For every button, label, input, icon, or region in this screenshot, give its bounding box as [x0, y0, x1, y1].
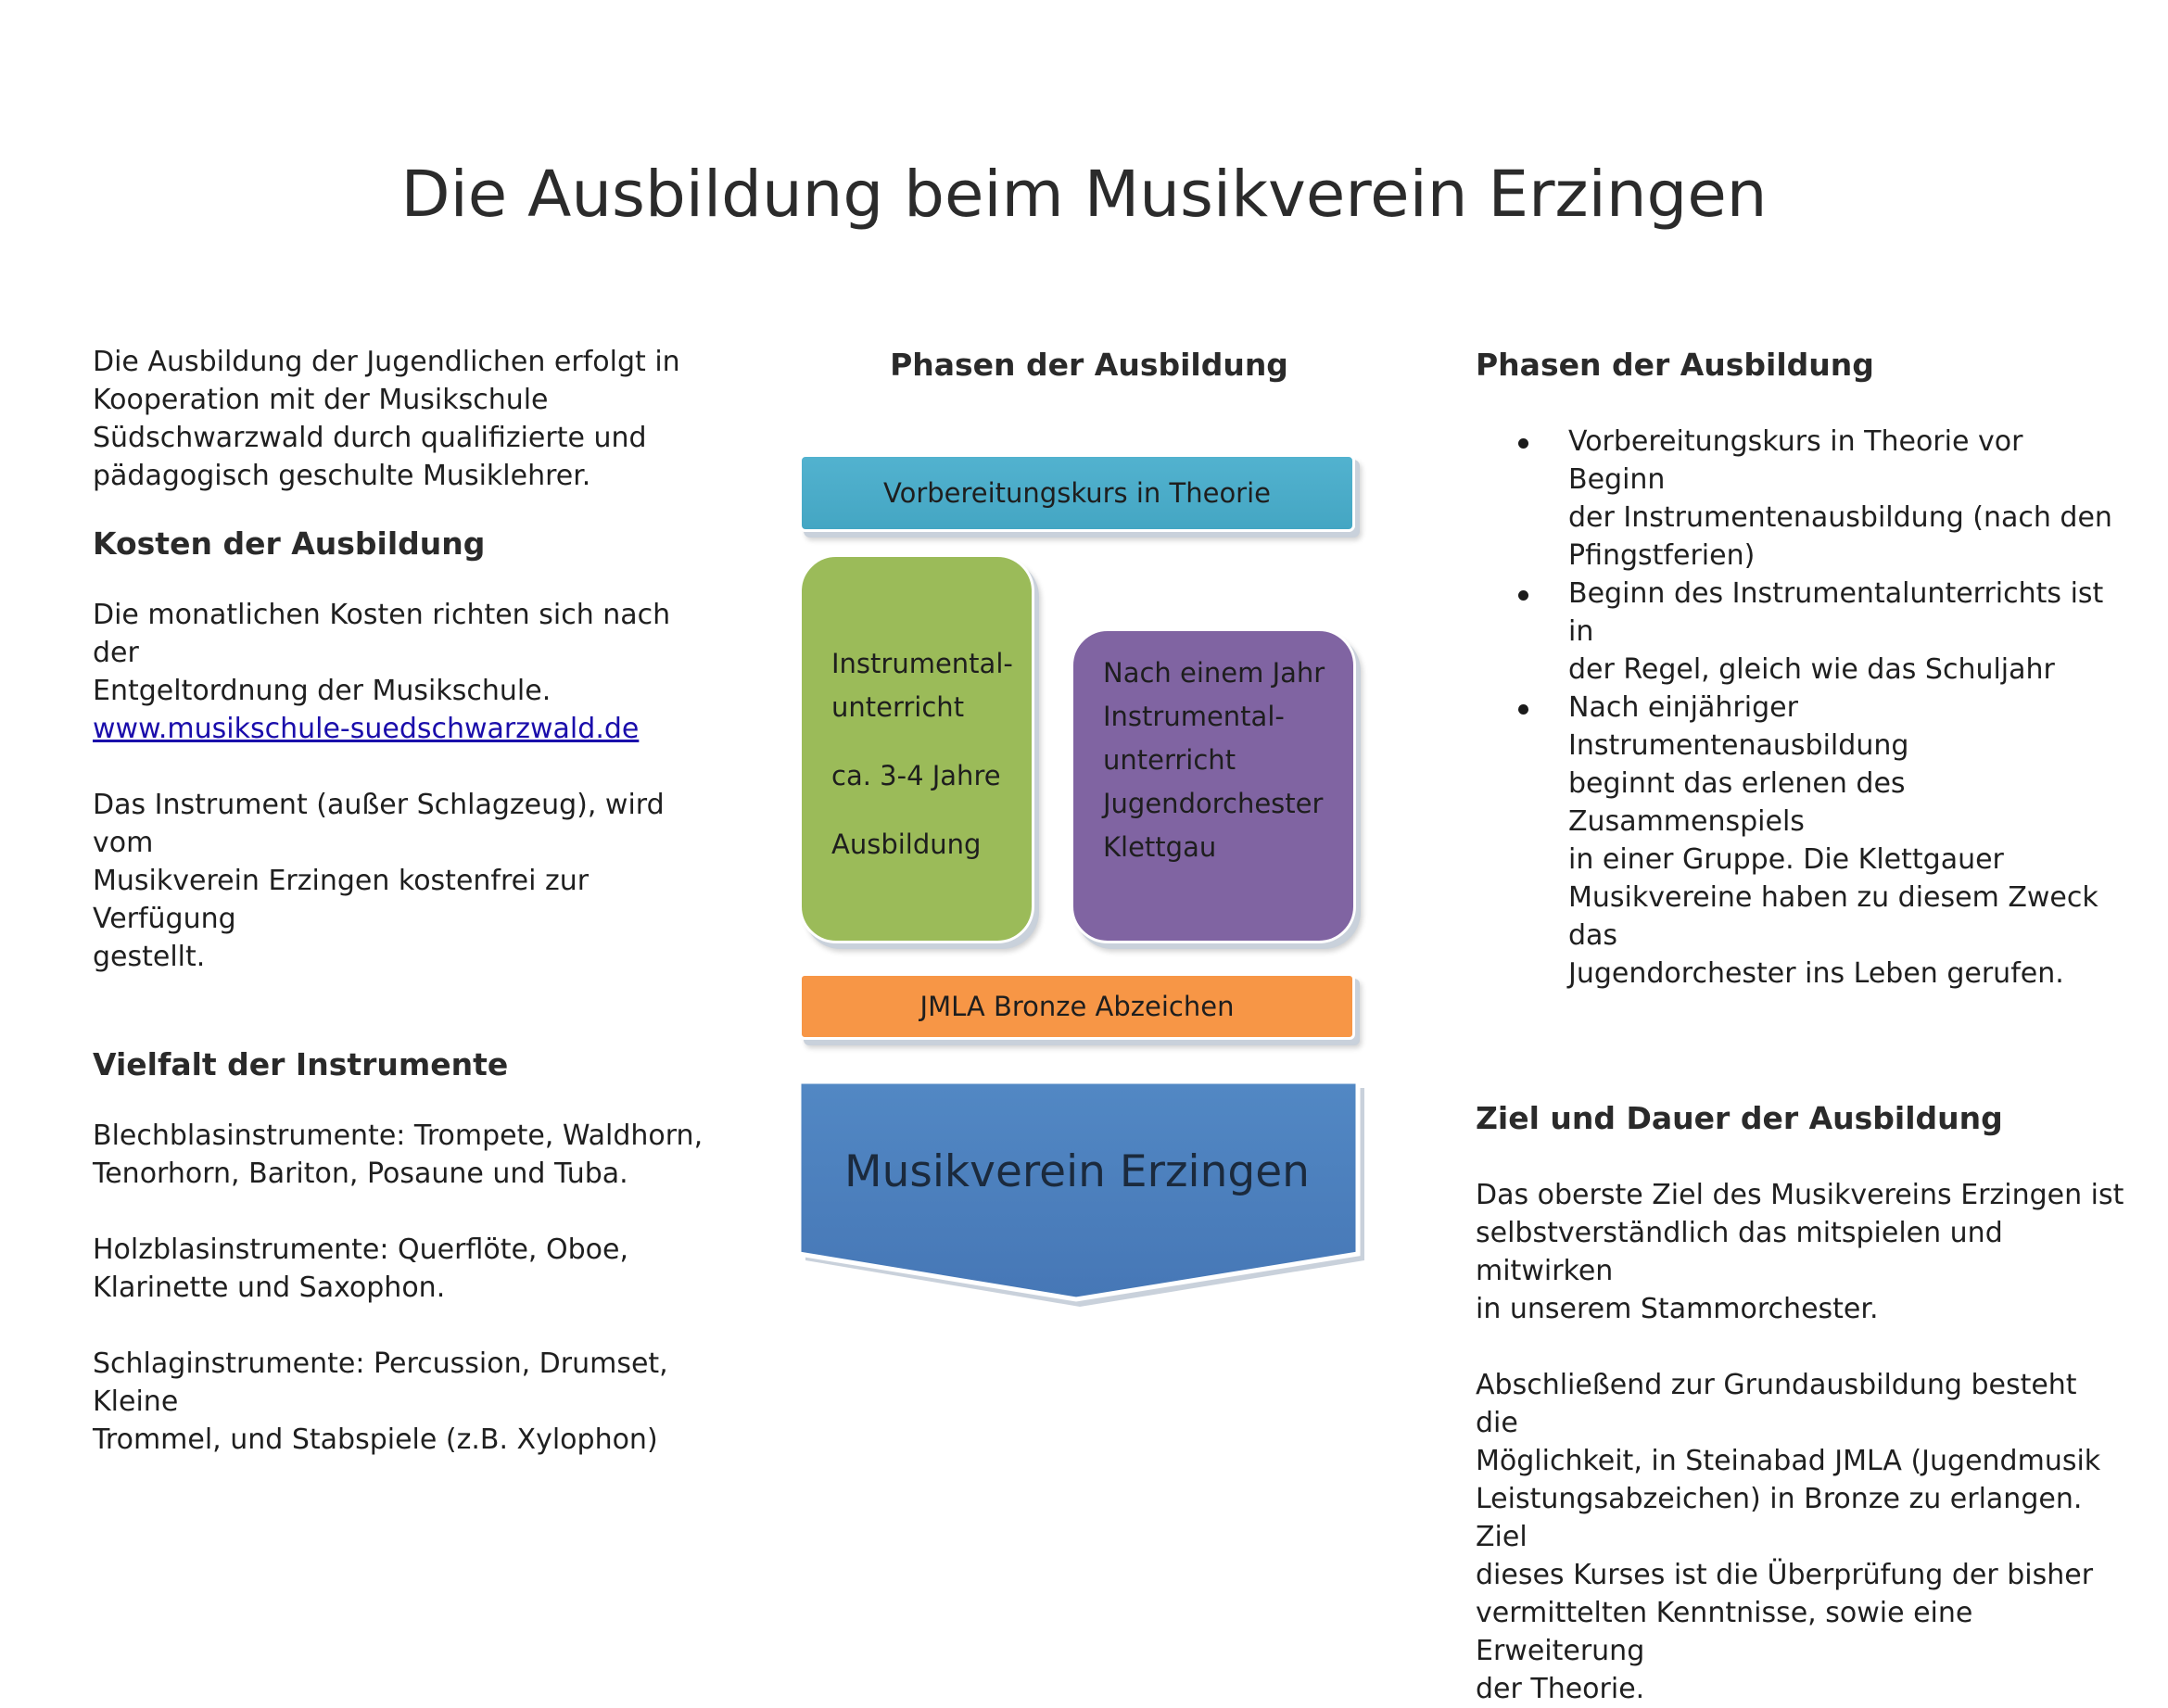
jmla-bronze-box: JMLA Bronze Abzeichen: [799, 973, 1355, 1040]
instrument-text: Das Instrument (außer Schlagzeug), wird vom Musikverein Erzingen kostenfrei zur Verfügung gestellt.: [93, 789, 665, 973]
costs-heading: Kosten der Ausbildung: [93, 525, 486, 562]
musikverein-label: Musikverein Erzingen: [844, 1146, 1310, 1197]
page-title: Die Ausbildung beim Musikverein Erzingen: [400, 158, 1768, 232]
bullet-icon: [1518, 704, 1528, 715]
woodwind-text: Holzblasinstrumente: Querflöte, Oboe, Klarinette und Saxophon.: [93, 1234, 628, 1304]
list-item: Vorbereitungskurs in Theorie vor Beginn der Instrumentenausbildung (nach den Pfingstferien): [1476, 423, 2124, 575]
goal-text: Das oberste Ziel des Musikvereins Erzingen ist selbstverständlich das mitspielen und mitwirken in unserem Stammorchester.: [1476, 1179, 2124, 1325]
theory-course-box: Vorbereitungskurs in Theorie: [799, 454, 1355, 532]
bullet-icon: [1518, 590, 1528, 601]
left-column: [93, 343, 723, 1459]
final-text: Abschließend zur Grundausbildung besteht die Möglichkeit, in Steinabad JMLA (Jugendmusik Leistungsabzeichen) in Bronze zu erlangen. Ziel dieses Kurses ist die Überprüfung der bisher vermittelten Kenntnisse, sowie eine Erweiterung der Theorie.: [1476, 1369, 2101, 1705]
youth-orchestra-box: Nach einem Jahr Instrumental- unterricht Jugendorchester Klettgau: [1071, 628, 1356, 943]
costs-text: Die monatlichen Kosten richten sich nach der Entgeltordnung der Musikschule. www.musikschule-suedschwarzwald.de: [93, 599, 671, 745]
diagram-title: Phasen der Ausbildung: [890, 347, 1288, 383]
list-item: Nach einjähriger Instrumentenausbildung beginnt das erlenen des Zusammenspiels in einer Gruppe. Die Klettgauer Musikvereine haben zu diesem Zweck das Jugendorchester ins Leben gerufen.: [1476, 689, 2124, 993]
goal-heading: Ziel und Dauer der Ausbildung: [1476, 1100, 2003, 1136]
variety-heading: Vielfalt der Instrumente: [93, 1046, 509, 1082]
brass-text: Blechblasinstrumente: Trompete, Waldhorn, Tenorhorn, Bariton, Posaune und Tuba.: [93, 1120, 704, 1190]
right-column: [1476, 345, 2124, 1708]
musikschule-link[interactable]: www.musikschule-suedschwarzwald.de: [93, 713, 640, 745]
phases-heading: Phasen der Ausbildung: [1476, 347, 1874, 383]
instrumental-lessons-box: Instrumental- unterricht ca. 3-4 Jahre Ausbildung: [799, 554, 1034, 943]
phases-list: [1476, 423, 2124, 993]
percussion-text: Schlaginstrumente: Percussion, Drumset, Kleine Trommel, und Stabspiele (z.B. Xylophon): [93, 1347, 668, 1456]
bullet-icon: [1518, 438, 1528, 449]
intro-text: Die Ausbildung der Jugendlichen erfolgt in Kooperation mit der Musikschule Südschwarzwald durch qualifizierte und pädagogisch geschulte Musiklehrer.: [93, 346, 680, 492]
list-item: Beginn des Instrumentalunterrichts ist in der Regel, gleich wie das Schuljahr: [1476, 575, 2124, 689]
